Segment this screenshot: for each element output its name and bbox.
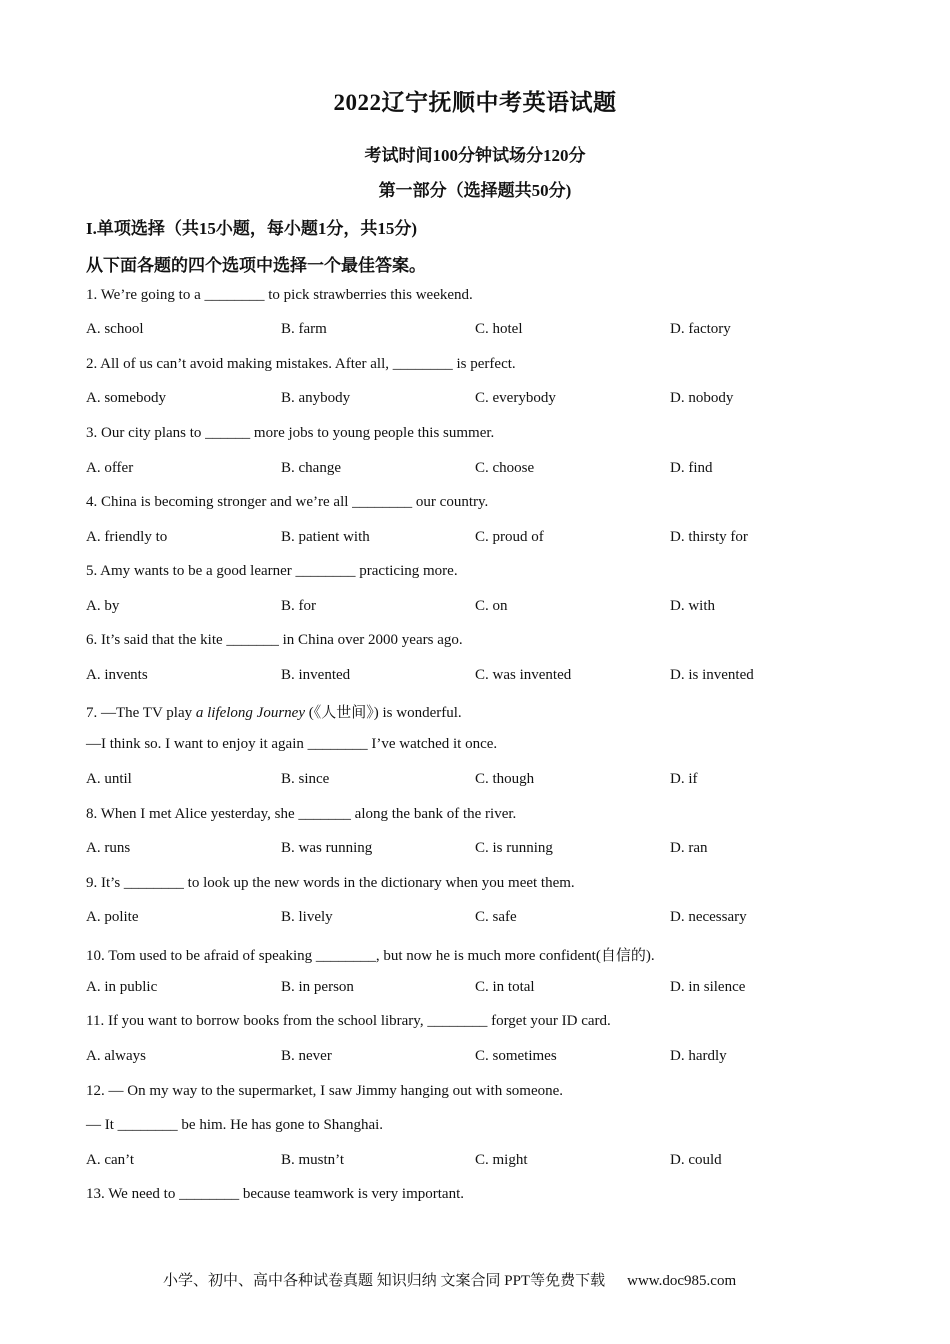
option-b: B. change: [281, 460, 341, 476]
option-b: B. was running: [281, 840, 373, 856]
option-d: D. thirsty for: [670, 529, 748, 545]
question-3-stem: 3. Our city plans to ______ more jobs to young people this summer.: [86, 425, 495, 441]
option-c: C. choose: [475, 460, 535, 476]
question-6-stem: 6. It’s said that the kite _______ in China over 2000 years ago.: [86, 632, 463, 648]
option-c: C. sometimes: [475, 1048, 557, 1064]
exam-info: 考试时间100分钟试场分120分: [364, 146, 586, 165]
question-7-stem-start: 7. —The TV play: [86, 705, 196, 721]
option-c: C. safe: [475, 909, 517, 925]
option-d: D. factory: [670, 321, 731, 337]
option-b: B. since: [281, 771, 330, 787]
question-1-options: [86, 321, 866, 343]
option-a: A. somebody: [86, 390, 166, 406]
option-b: B. in person: [281, 979, 354, 995]
part-heading: 第一部分（选择题共50分): [378, 181, 572, 200]
option-d: D. if: [670, 771, 698, 787]
option-b: B. anybody: [281, 390, 351, 406]
option-a: A. school: [86, 321, 144, 337]
option-a: A. polite: [86, 909, 139, 925]
option-d: D. hardly: [670, 1048, 727, 1064]
option-d: D. with: [670, 598, 715, 614]
page-footer: [163, 1269, 736, 1290]
option-c: C. everybody: [475, 390, 556, 406]
question-7-stem-end: (《人世间》) is wonderful.: [305, 705, 462, 721]
option-c: C. was invented: [475, 667, 572, 683]
question-3-options: [86, 460, 866, 482]
footer-site-link[interactable]: www.doc985.com: [627, 1273, 737, 1289]
question-7-options: [86, 771, 866, 793]
option-c: C. in total: [475, 979, 535, 995]
option-a: A. always: [86, 1048, 146, 1064]
question-11-stem: 11. If you want to borrow books from the school library, ________ forget your ID card.: [86, 1013, 611, 1029]
page-title: 2022辽宁抚顺中考英语试题: [333, 90, 617, 115]
option-c: C. might: [475, 1152, 528, 1168]
question-9-stem: 9. It’s ________ to look up the new words in the dictionary when you meet them.: [86, 875, 575, 891]
option-d: D. in silence: [670, 979, 746, 995]
option-b: B. lively: [281, 909, 333, 925]
question-12-options: [86, 1152, 866, 1174]
option-d: D. necessary: [670, 909, 747, 925]
option-a: A. in public: [86, 979, 158, 995]
option-a: A. friendly to: [86, 529, 168, 545]
option-a: A. until: [86, 771, 132, 787]
option-a: A. runs: [86, 840, 131, 856]
option-a: A. by: [86, 598, 120, 614]
question-10-options: [86, 979, 866, 1001]
option-b: B. farm: [281, 321, 327, 337]
instruction: 从下面各题的四个选项中选择一个最佳答案。: [86, 256, 426, 275]
option-d: D. find: [670, 460, 713, 476]
option-b: B. mustn’t: [281, 1152, 345, 1168]
option-a: A. offer: [86, 460, 134, 476]
question-7-stem: [86, 701, 462, 722]
question-11-options: [86, 1048, 866, 1070]
question-13-stem: 13. We need to ________ because teamwork is very important.: [86, 1186, 465, 1202]
question-1-stem: 1. We’re going to a ________ to pick strawberries this weekend.: [86, 287, 473, 303]
option-d: D. could: [670, 1152, 722, 1168]
question-7-reply: —I think so. I want to enjoy it again ________ I’ve watched it once.: [86, 736, 498, 752]
option-c: C. is running: [475, 840, 553, 856]
question-2-stem: 2. All of us can’t avoid making mistakes. After all, ________ is perfect.: [86, 356, 516, 372]
question-8-stem: 8. When I met Alice yesterday, she _______ along the bank of the river.: [86, 806, 517, 822]
option-c: C. on: [475, 598, 508, 614]
option-d: D. is invented: [670, 667, 754, 683]
question-12-stem: 12. — On my way to the supermarket, I saw Jimmy hanging out with someone.: [86, 1083, 564, 1099]
option-a: A. can’t: [86, 1152, 135, 1168]
question-10-stem: 10. Tom used to be afraid of speaking ________, but now he is much more confident(自信的).: [86, 948, 655, 964]
option-b: B. patient with: [281, 529, 370, 545]
question-12-reply: — It ________ be him. He has gone to Shanghai.: [86, 1117, 384, 1133]
question-4-stem: 4. China is becoming stronger and we’re all ________ our country.: [86, 494, 489, 510]
question-2-options: [86, 390, 866, 412]
question-9-options: [86, 909, 866, 931]
option-b: B. never: [281, 1048, 332, 1064]
section-heading: I.单项选择（共15小题，每小题1分，共15分): [86, 219, 418, 238]
option-c: C. though: [475, 771, 535, 787]
question-8-options: [86, 840, 866, 862]
option-c: C. hotel: [475, 321, 523, 337]
option-b: B. for: [281, 598, 316, 614]
question-5-options: [86, 598, 866, 620]
question-5-stem: 5. Amy wants to be a good learner ________ practicing more.: [86, 563, 458, 579]
option-c: C. proud of: [475, 529, 544, 545]
option-d: D. ran: [670, 840, 708, 856]
option-d: D. nobody: [670, 390, 734, 406]
question-4-options: [86, 529, 866, 551]
option-a: A. invents: [86, 667, 148, 683]
question-6-options: [86, 667, 866, 689]
footer-text: 小学、初中、高中各种试卷真题 知识归纳 文案合同 PPT等免费下载: [163, 1273, 606, 1289]
play-title: a lifelong Journey: [195, 705, 305, 721]
option-b: B. invented: [281, 667, 351, 683]
